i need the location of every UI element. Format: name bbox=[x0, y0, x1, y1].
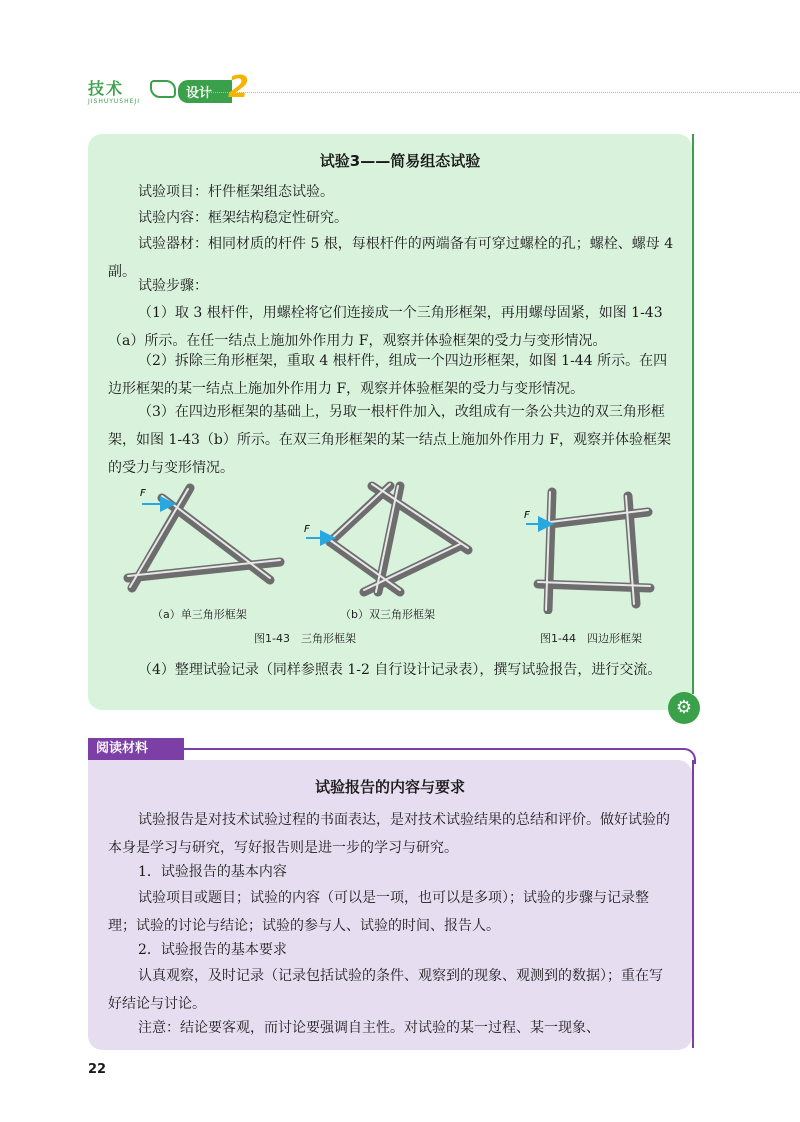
figure-single-triangle bbox=[120, 480, 300, 600]
experiment-step-1: （1）取 3 根杆件，用螺栓将它们连接成一个三角形框架，再用螺母固紧，如图 1-43（a）所示。在任一结点上施加外作用力 F，观察并体验框架的受力与变形情况。 bbox=[108, 305, 663, 349]
experiment-box-edge bbox=[692, 134, 694, 694]
caption-b: （b）双三角形框架 bbox=[340, 608, 435, 621]
reading-paragraph-2: 试验项目或题目；试验的内容（可以是一项，也可以是多项）；试验的步骤与记录整理；试验的讨论与结论；试验的参与人、试验的时间、报告人。 bbox=[108, 890, 649, 934]
reading-heading-2: 2．试验报告的基本要求 bbox=[138, 942, 287, 958]
reading-tag: 阅读材料 bbox=[88, 738, 184, 760]
header-subtitle: JISHUYUSHEJI bbox=[88, 98, 140, 105]
force-label: F bbox=[524, 510, 530, 521]
experiment-title: 试验3——简易组态试验 bbox=[319, 152, 481, 170]
experiment-step-4: （4）整理试验记录（同样参照表 1-2 自行设计记录表），撰写试验报告，进行交流。 bbox=[138, 662, 662, 678]
page-number: 22 bbox=[88, 1062, 107, 1077]
experiment-item: 试验项目：杆件框架组态试验。 bbox=[138, 184, 334, 200]
gear-icon: ⚙ bbox=[668, 692, 700, 724]
reading-heading-1: 1．试验报告的基本内容 bbox=[138, 864, 287, 880]
figure-double-triangle bbox=[300, 480, 490, 600]
reading-paragraph-3: 认真观察，及时记录（记录包括试验的条件、观察到的现象、观测到的数据）；重在写好结论与讨论。 bbox=[108, 968, 663, 1012]
reading-paragraph-1: 试验报告是对技术试验过程的书面表达，是对技术试验结果的总结和评价。做好试验的本身是学习与研究，写好报告则是进一步的学习与研究。 bbox=[108, 812, 670, 856]
force-label: F bbox=[140, 488, 146, 499]
header-design-label: 设计 bbox=[178, 80, 232, 103]
header-title: 技术 bbox=[88, 79, 125, 98]
page-header bbox=[88, 70, 800, 110]
experiment-step-2: （2）拆除三角形框架，重取 4 根杆件，组成一个四边形框架，如图 1-44 所示。在四边形框架的某一结点上施加外作用力 F，观察并体验框架的受力与变形情况。 bbox=[108, 353, 668, 397]
header-divider bbox=[206, 92, 800, 94]
caption-a: （a）单三角形框架 bbox=[152, 608, 247, 621]
reading-paragraph-4: 注意：结论要客观，而讨论要强调自主性。对试验的某一过程、某一现象、 bbox=[138, 1020, 600, 1036]
header-volume-number: 2 bbox=[228, 70, 249, 105]
force-label: F bbox=[304, 524, 310, 535]
figure-quadrilateral bbox=[520, 484, 670, 614]
experiment-content: 试验内容：框架结构稳定性研究。 bbox=[138, 210, 348, 226]
reading-divider bbox=[184, 748, 684, 750]
reading-edge bbox=[692, 760, 694, 1048]
experiment-materials: 试验器材：相同材质的杆件 5 根，每根杆件的两端备有可穿过螺栓的孔；螺栓、螺母 4 副。 bbox=[108, 236, 674, 280]
figure-1-44-caption: 图1-44 四边形框架 bbox=[540, 632, 642, 645]
figure-1-43-caption: 图1-43 三角形框架 bbox=[254, 632, 356, 645]
header-and-icon bbox=[150, 80, 176, 98]
reading-title: 试验报告的内容与要求 bbox=[314, 778, 465, 796]
experiment-step-3: （3）在四边形框架的基础上，另取一根杆件加入，改组成有一条公共边的双三角形框架，如图 1-43（b）所示。在双三角形框架的某一结点上施加外作用力 F，观察并体验框架的受力与变形情况。 bbox=[108, 404, 672, 476]
experiment-steps-label: 试验步骤： bbox=[138, 278, 208, 294]
